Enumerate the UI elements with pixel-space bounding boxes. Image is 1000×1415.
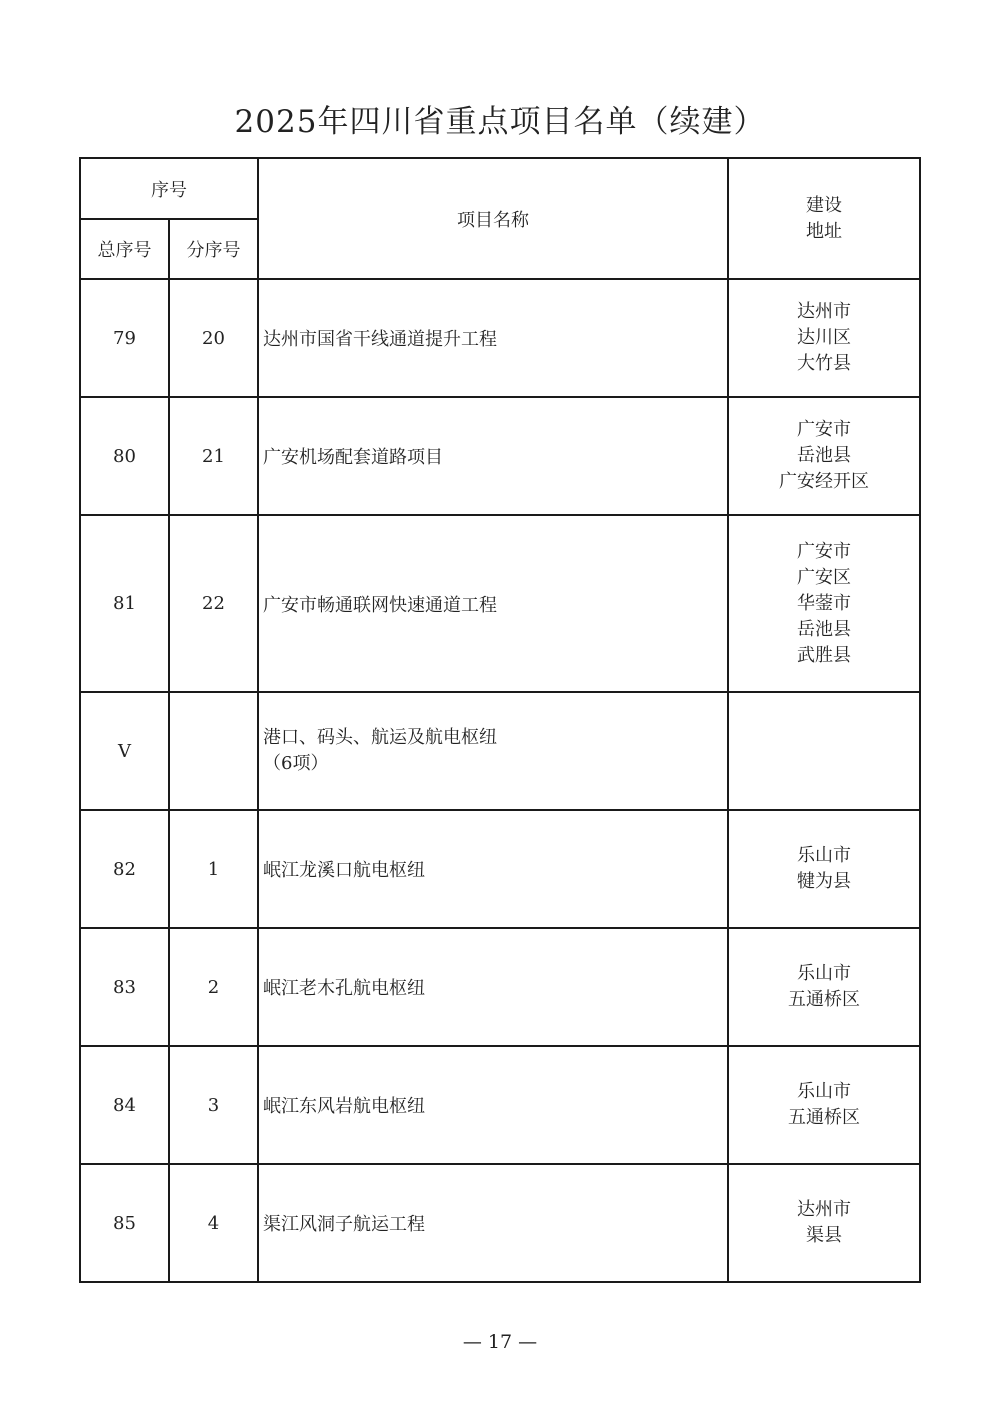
location-cell — [728, 397, 920, 515]
location-line: 华蓥市 — [797, 592, 851, 614]
header-sub-seq: 分序号 — [169, 219, 258, 279]
category-name-line2: （6项） — [263, 753, 329, 774]
location-cell — [728, 515, 920, 692]
location-line: 广安区 — [797, 566, 851, 588]
project-name-cell: 岷江龙溪口航电枢纽 — [258, 810, 728, 928]
table-row — [80, 1046, 920, 1164]
header-location — [728, 158, 920, 279]
header-total-seq: 总序号 — [80, 219, 169, 279]
total-seq-cell: 79 — [80, 279, 169, 397]
location-cell — [728, 1046, 920, 1164]
header-location-line2: 地址 — [806, 220, 842, 242]
location-cell — [728, 810, 920, 928]
location-line: 岳池县 — [797, 445, 851, 466]
header-project-name: 项目名称 — [258, 158, 728, 279]
table-row — [80, 397, 920, 515]
location-line: 渠县 — [806, 1225, 842, 1246]
sub-seq-cell: 21 — [169, 397, 258, 515]
location-line: 乐山市 — [797, 963, 851, 984]
location-line: 武胜县 — [797, 644, 851, 666]
total-seq-cell: 83 — [80, 928, 169, 1046]
sub-seq-cell: 22 — [169, 515, 258, 692]
total-seq-cell: 84 — [80, 1046, 169, 1164]
category-name-cell — [258, 692, 728, 810]
project-name-cell: 达州市国省干线通道提升工程 — [258, 279, 728, 397]
location-line: 五通桥区 — [788, 989, 860, 1010]
table-row — [80, 279, 920, 397]
table-row — [80, 810, 920, 928]
location-line: 广安市 — [797, 540, 851, 562]
project-name-cell: 岷江老木孔航电枢纽 — [258, 928, 728, 1046]
header-location-line1: 建设 — [806, 194, 842, 216]
category-row — [80, 692, 920, 810]
location-line: 大竹县 — [797, 353, 851, 374]
table-row — [80, 928, 920, 1046]
location-line: 达州市 — [797, 301, 851, 322]
project-name-cell: 岷江东风岩航电枢纽 — [258, 1046, 728, 1164]
project-name-cell: 广安市畅通联网快速通道工程 — [258, 515, 728, 692]
location-line: 达川区 — [797, 327, 851, 348]
location-line: 广安市 — [797, 419, 851, 440]
location-line: 广安经开区 — [779, 471, 869, 492]
page-title: 2025年四川省重点项目名单（续建） — [234, 104, 766, 140]
location-cell — [728, 1164, 920, 1282]
sub-seq-cell: 2 — [169, 928, 258, 1046]
sub-seq-cell: 3 — [169, 1046, 258, 1164]
table-row — [80, 1164, 920, 1282]
location-cell — [728, 928, 920, 1046]
location-line: 乐山市 — [797, 1081, 851, 1102]
location-line: 乐山市 — [797, 845, 851, 866]
total-seq-cell: 81 — [80, 515, 169, 692]
location-line: 岳池县 — [797, 618, 851, 640]
sub-seq-cell: 4 — [169, 1164, 258, 1282]
sub-seq-cell: 20 — [169, 279, 258, 397]
total-seq-cell: 85 — [80, 1164, 169, 1282]
total-seq-cell: 82 — [80, 810, 169, 928]
sub-seq-cell: 1 — [169, 810, 258, 928]
location-line: 达州市 — [797, 1199, 851, 1220]
location-line: 犍为县 — [797, 871, 851, 892]
project-name-cell: 广安机场配套道路项目 — [258, 397, 728, 515]
location-cell — [728, 279, 920, 397]
category-number-cell: V — [80, 692, 169, 810]
header-seq-group: 序号 — [80, 158, 258, 219]
location-cell — [728, 692, 920, 810]
sub-seq-cell — [169, 692, 258, 810]
location-line: 五通桥区 — [788, 1107, 860, 1128]
table-row — [80, 515, 920, 692]
page-number: — 17 — — [462, 1331, 538, 1353]
header-row-1 — [80, 158, 920, 219]
project-name-cell: 渠江风洞子航运工程 — [258, 1164, 728, 1282]
project-table — [79, 157, 921, 1283]
total-seq-cell: 80 — [80, 397, 169, 515]
category-name-line1: 港口、码头、航运及航电枢纽 — [263, 727, 497, 748]
